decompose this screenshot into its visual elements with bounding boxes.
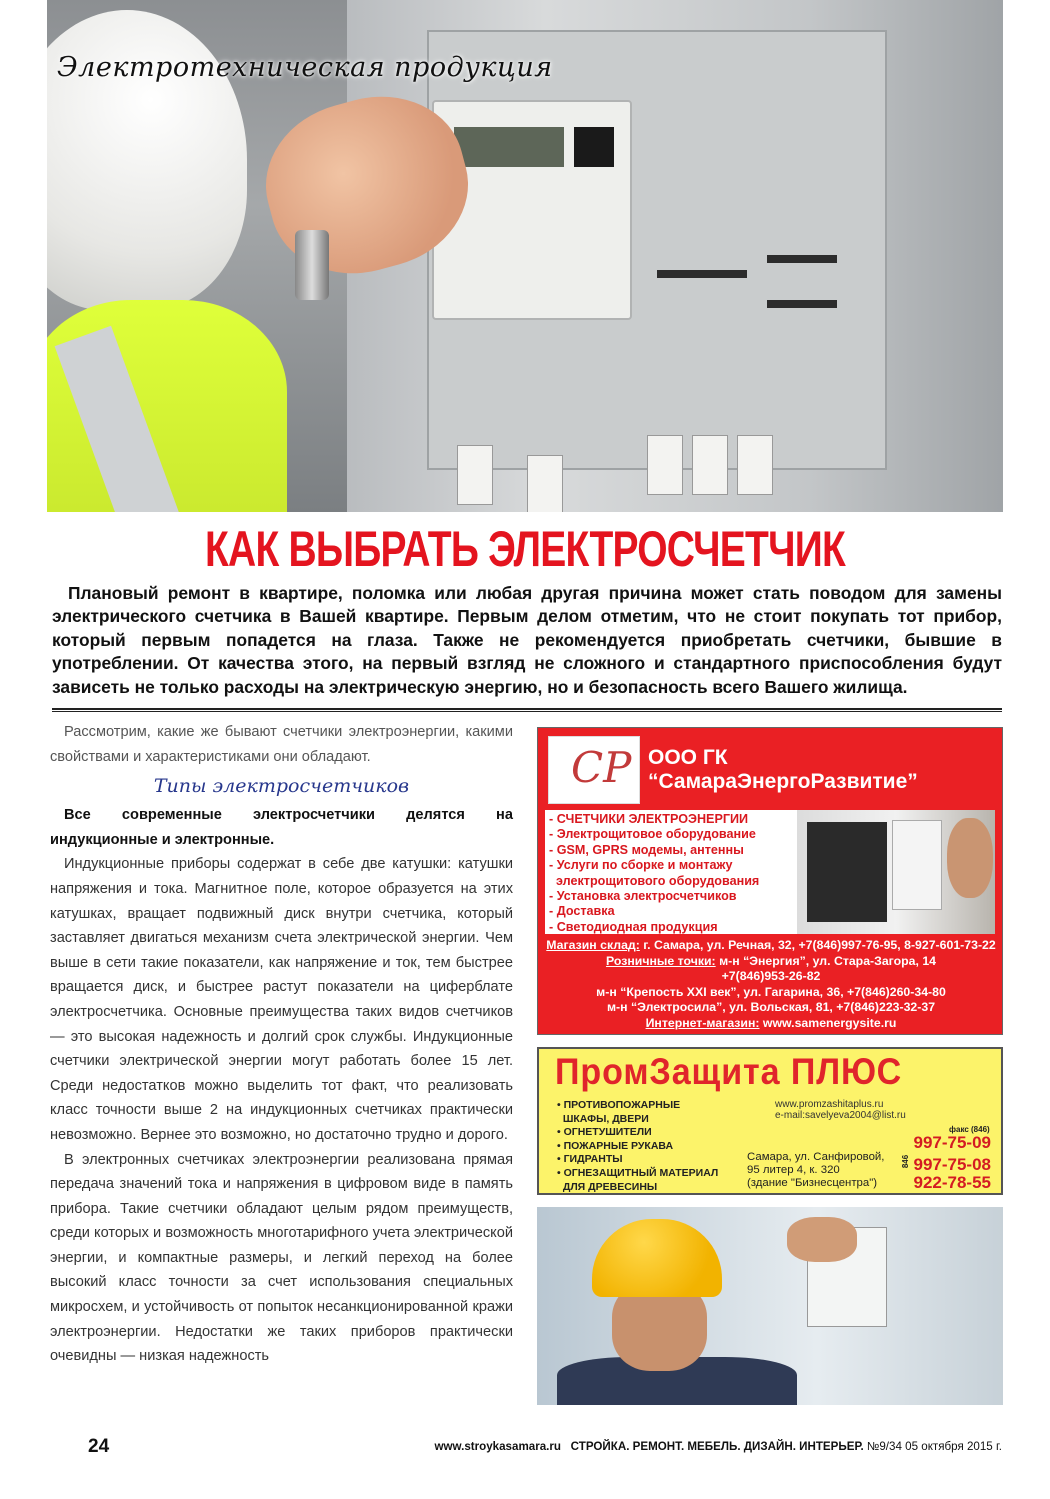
- article-lead: Плановый ремонт в квартире, поломка или любая другая причина может стать поводом для замены электрического счетчика в Вашей квартире. Первым делом отметим, что не стоит покупать тот прибор, который первым попадется на глаза. Также не рекомендуется приобретать счетчики, бывшие в употреблении. От качества этого, на первый взгляд не сложного и стандартного приспособления будут зависеть не только расходы на электрическую энергию, но и безопасность всего Вашего жилища.: [52, 583, 1002, 697]
- warehouse-label: Магазин склад:: [546, 938, 640, 952]
- body-paragraph: В электронных счетчиках электроэнергии реализована прямая передача значений тока и напряжения в цифровом виде в память прибора. Такие счетчики обладают целым рядом преимуществ, среди которых и возможность многотарифного учета электрической энергии, и компактные размеры, и легкий переход на более высокий класс точности за счет использования специальных микросхем, и устойчивость от попыток несанкционированной кражи электроэнергии. Недостатки же таких приборов практически очевидны — низкая надежность: [50, 1151, 513, 1365]
- list-item: • ОГНЕТУШИТЕЛИ: [557, 1126, 652, 1139]
- list-item: • ОГНЕЗАЩИТНЫЙ МАТЕРИАЛ: [557, 1166, 719, 1179]
- phone: 997-75-09: [913, 1133, 991, 1152]
- electrician-photo: [537, 1207, 1003, 1405]
- panel-slot: [657, 270, 747, 278]
- company-name: ООО ГК “СамараЭнергоРазвитие”: [648, 746, 918, 793]
- circuit-breaker: [527, 455, 563, 512]
- list-item: • ГИДРАНТЫ: [557, 1153, 623, 1166]
- article-body: [50, 720, 513, 1369]
- company-logo: [548, 736, 640, 804]
- hand-image: [787, 1217, 857, 1262]
- divider: [52, 708, 1002, 712]
- warehouse-address: г. Самара, ул. Речная, 32, +7(846)997-76-95, 8-927-601-73-22: [639, 938, 996, 952]
- bold-paragraph: Все современные электросчетчики делятся на индукционные и электронные.: [50, 807, 513, 848]
- article-headline: КАК ВЫБРАТЬ ЭЛЕКТРОСЧЕТЧИК: [205, 521, 845, 577]
- address-line: (здание "Бизнесцентра"): [747, 1177, 878, 1189]
- panel-slot: [767, 300, 837, 308]
- circuit-breaker: [647, 435, 683, 495]
- fax-label: факс (846): [949, 1125, 990, 1134]
- meter-image: [807, 822, 887, 922]
- list-item: - Услуги по сборке и монтажу: [549, 858, 733, 873]
- circuit-breaker: [737, 435, 773, 495]
- list-item: - Светодиодная продукция: [549, 919, 718, 934]
- page-number: 24: [88, 1436, 110, 1457]
- footer-issue: №9/34 05 октября 2015 г.: [866, 1440, 1002, 1453]
- circuit-breaker: [457, 445, 493, 505]
- phone: 997-75-08: [913, 1155, 991, 1174]
- meter-display: [454, 127, 564, 167]
- ad-photo: [797, 810, 995, 934]
- footer: [434, 1440, 1002, 1453]
- area-code: 846: [901, 1154, 911, 1169]
- address: [747, 1151, 884, 1190]
- services-list: [549, 812, 799, 935]
- retail-label: Розничные точки:: [605, 953, 716, 968]
- logo-letters: СР: [571, 743, 632, 792]
- retail-address: м-н “Электросила”, ул. Вольская, 81, +7(846)223-32-37: [606, 1000, 936, 1015]
- address-line: Самара, ул. Санфировой,: [747, 1151, 885, 1163]
- list-item: - Электрощитовое оборудование: [549, 827, 756, 842]
- meter-block: [574, 127, 614, 167]
- wristwatch: [295, 230, 329, 300]
- retail-phone: +7(846)953-26-82: [721, 969, 821, 984]
- list-item: ДЛЯ ДРЕВЕСИНЫ: [557, 1180, 658, 1193]
- brand-name: ПромЗащита ПЛЮС: [555, 1051, 903, 1092]
- circuit-breaker: [692, 435, 728, 495]
- contact-web: [775, 1099, 906, 1121]
- phone: 922-78-55: [913, 1173, 991, 1192]
- retail-address: м-н “Энергия”, ул. Стара-Загора, 14: [715, 953, 937, 968]
- contact-info: [538, 938, 1004, 1032]
- online-url: www.samenergysite.ru: [759, 1015, 897, 1030]
- list-item: • ПОЖАРНЫЕ РУКАВА: [557, 1139, 674, 1152]
- section-subhead: Типы электросчетчиков: [153, 775, 410, 798]
- list-item: - СЧЕТЧИКИ ЭЛЕКТРОЭНЕРГИИ: [549, 812, 749, 826]
- list-item: - Доставка: [549, 904, 615, 919]
- person-image: [947, 818, 993, 898]
- list-item: • ПРОТИВОПОЖАРНЫЕ: [557, 1099, 681, 1111]
- list-item: электрощитового оборудования: [549, 873, 760, 888]
- panel-slot: [767, 255, 837, 263]
- list-item: - GSM, GPRS модемы, антенны: [549, 842, 744, 857]
- body-paragraph: Индукционные приборы содержат в себе две катушки: катушки напряжения и тока. Магнитное поле, которое образуется на этих катушках, вращает подвижный диск внутри счетчика, который заставляет двигаться механизм счета электрической энергии. Чем выше в сети такие показатели, как напряжение и ток, тем быстрее вращается диск, и быстрее растут показатели на циферблате электросчетчика. Основные преимущества таких видов счетчиков — это высокая надежность и долгий срок службы. Индукционные счетчики электрической энергии могут работать более 15 лет. Среди недостатков можно выделить тот факт, что реализовать класс точности выше 2 на индукционных счетчиках практически невозможно. Вернее это возможно, но достаточно трудно и дорого.: [50, 856, 513, 1143]
- footer-magazine: СТРОЙКА. РЕМОНТ. МЕБЕЛЬ. ДИЗАЙН. ИНТЕРЬЕР.: [570, 1440, 864, 1453]
- address-line: 95 литер 4, к. 320: [747, 1164, 840, 1176]
- services-box: [545, 810, 995, 934]
- list-item: ШКАФЫ, ДВЕРИ: [557, 1112, 649, 1125]
- online-label: Интернет-магазин:: [645, 1015, 760, 1030]
- ad-samaraenergo: [537, 727, 1003, 1035]
- website: www.promzashitaplus.ru: [775, 1099, 884, 1110]
- meter-image: [892, 820, 942, 910]
- intro-paragraph: Рассмотрим, какие же бывают счетчики электроэнергии, какими свойствами и характеристиками они обладают.: [50, 724, 513, 765]
- product-list: [557, 1099, 718, 1194]
- hardhat: [592, 1219, 722, 1297]
- footer-site: www.stroykasamara.ru: [434, 1440, 561, 1453]
- list-item: - Установка электросчетчиков: [549, 889, 737, 904]
- ad-promzashita: [537, 1047, 1003, 1195]
- section-kicker: Электротехническая продукция: [57, 52, 553, 83]
- retail-address: м-н “Крепость XXI век”, ул. Гагарина, 36, +7(846)260-34-80: [596, 984, 946, 999]
- email: e-mail:savelyeva2004@list.ru: [775, 1110, 906, 1121]
